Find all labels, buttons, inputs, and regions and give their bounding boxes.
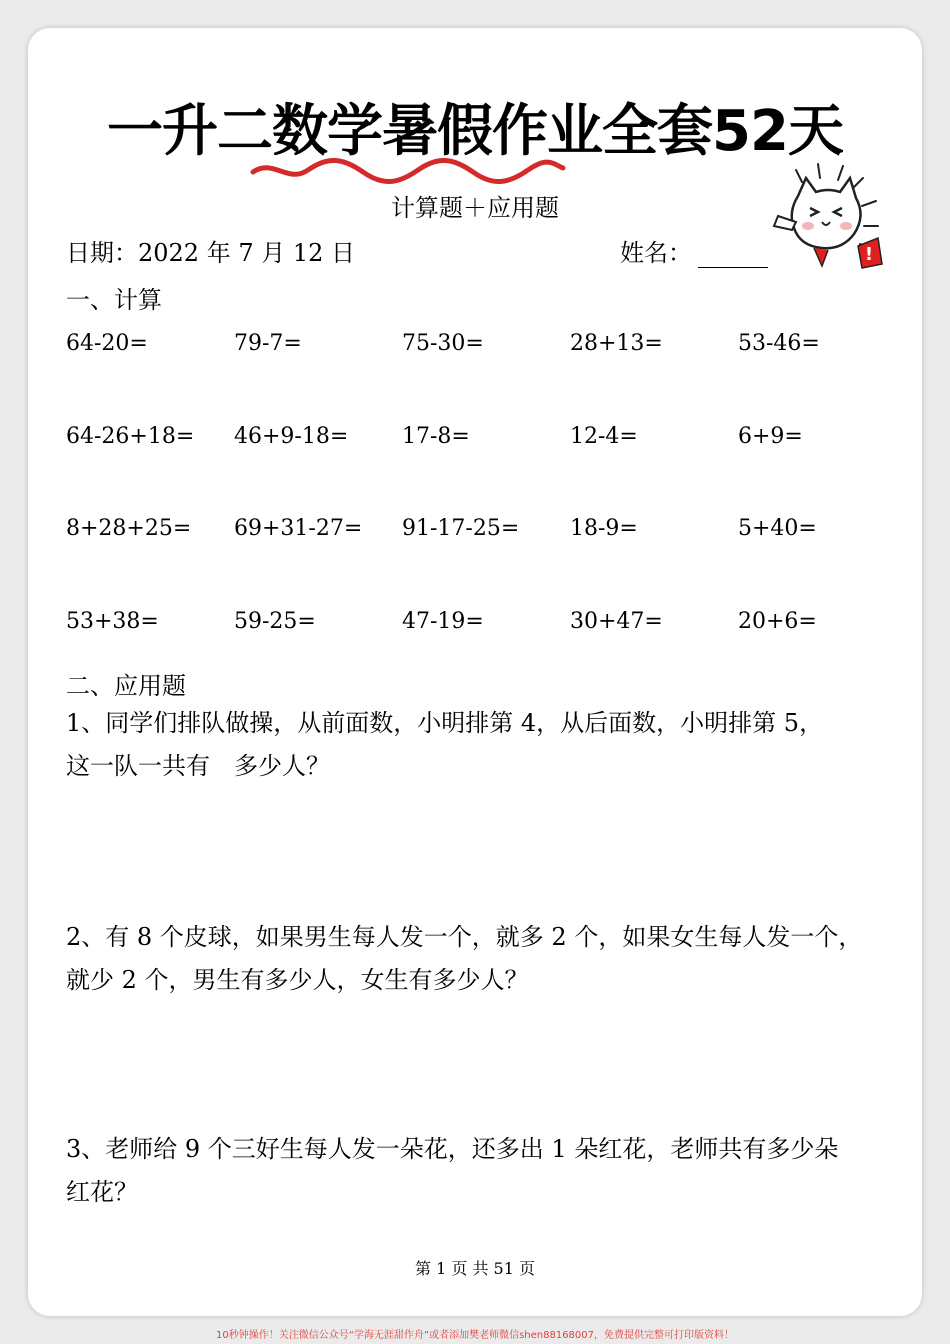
calc-problem: 91-17-25=: [402, 516, 520, 541]
calc-row: [66, 513, 906, 606]
promo-note: 10秒钟操作！关注微信公众号“学海无涯甜作舟”或者添加樊老师微信shen88168007，免费提供完整可打印版资料！: [215, 1330, 735, 1341]
name-blank-line[interactable]: [698, 245, 768, 268]
calc-problem: 6+9=: [738, 423, 803, 449]
calc-problem-grid: [66, 328, 906, 698]
calc-problem: 20+6=: [738, 608, 817, 634]
calc-problem: 46+9-18=: [234, 423, 349, 449]
word-problem-3: [66, 1128, 896, 1214]
calc-problem: 75-30=: [402, 331, 484, 356]
calc-problem: 64-26+18=: [66, 423, 195, 449]
word-problem-2: [66, 916, 896, 1002]
calc-problem: 17-8=: [402, 423, 470, 449]
calc-problem: 12-4=: [570, 423, 638, 449]
section-calc-heading: 一、计算: [66, 286, 162, 314]
name-label: 姓名：: [620, 239, 692, 267]
calc-problem: 28+13=: [570, 331, 663, 356]
svg-text:!: !: [864, 244, 874, 265]
problem-text-line: 就少 2 个，男生有多少人，女生有多少人？: [66, 966, 529, 994]
calc-row: [66, 328, 906, 421]
problem-text-line: 3、老师给 9 个三好生每人发一朵花，还多出 1 朵红花，老师共有多少朵: [66, 1135, 839, 1163]
calc-problem: 53-46=: [738, 331, 820, 356]
calc-problem: 5+40=: [738, 516, 817, 541]
page-subtitle: 计算题＋应用题: [391, 194, 559, 222]
word-problem-1: [66, 702, 896, 788]
worksheet-page: [28, 28, 922, 1316]
calc-problem: 59-25=: [234, 608, 316, 634]
calc-problem: 18-9=: [570, 516, 638, 541]
problem-text-line: 1、同学们排队做操，从前面数，小明排第 4，从后面数，小明排第 5，: [66, 709, 824, 737]
calc-row: [66, 421, 906, 514]
section-word-problems-heading: 二、应用题: [66, 672, 186, 700]
calc-problem: 64-20=: [66, 331, 148, 356]
problem-text-line: 2、有 8 个皮球，如果男生每人发一个，就多 2 个，如果女生每人发一个，: [66, 923, 863, 951]
calc-problem: 30+47=: [570, 608, 663, 634]
title-underline-squiggle: [248, 150, 568, 190]
calc-problem: 47-19=: [402, 608, 484, 634]
date-field: 日期：2022 年 7 月 12 日: [66, 239, 356, 267]
calc-problem: 69+31-27=: [234, 516, 363, 541]
calc-problem: 8+28+25=: [66, 516, 192, 541]
problem-text-line: 红花？: [66, 1178, 138, 1206]
cartoon-cat-icon: [758, 156, 888, 286]
page-title: 一升二数学暑假作业全套52天: [107, 99, 843, 164]
calc-problem: 53+38=: [66, 608, 159, 634]
name-field: [620, 233, 768, 268]
problem-text-line: 这一队一共有 多少人？: [66, 752, 330, 780]
page-number-footer: 第 1 页 共 51 页: [415, 1259, 535, 1278]
calc-row: [66, 606, 906, 699]
calc-problem: 79-7=: [234, 331, 302, 356]
